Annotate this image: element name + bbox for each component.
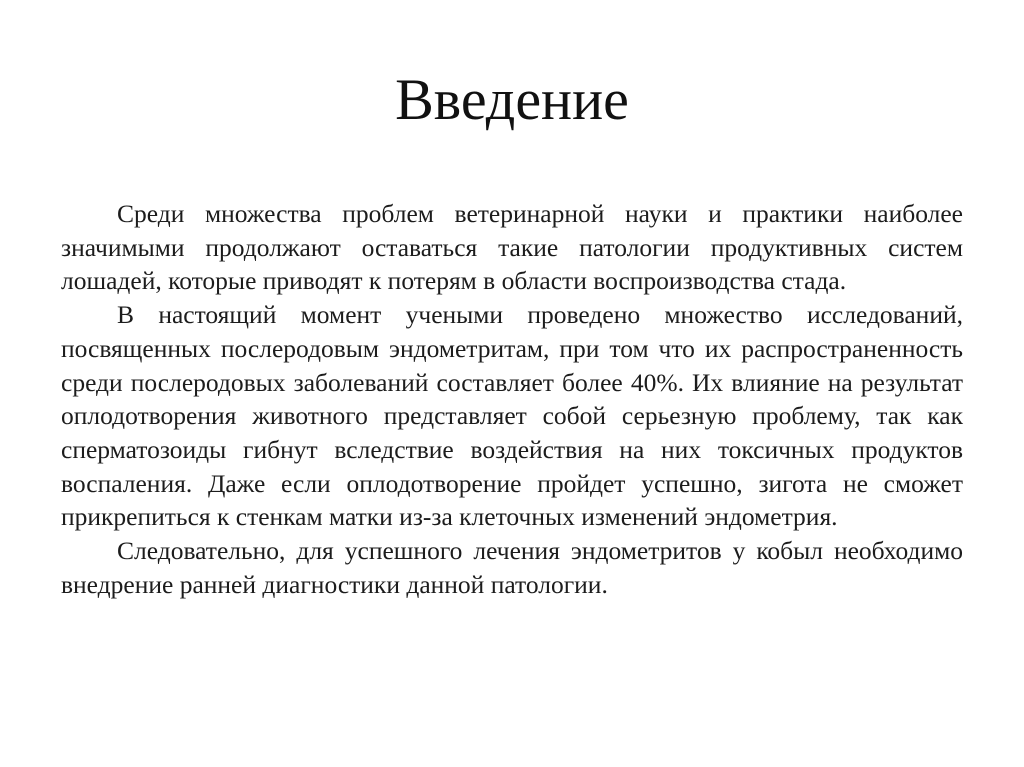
paragraph-research: В настоящий момент учеными проведено множество исследований, посвященных послеродовым эндометритам, при том что их распространенность среди послеродовых заболеваний составляет более 40%. Их влияние на результат оплодотворения животного представляет собой серьезную проблему, так как сперматозоиды гибнут вследствие воздействия на них токсичных продуктов воспаления. Даже если оплодотворение пройдет успешно, зигота не сможет прикрепиться к стенкам матки из-за клеточных изменений эндометрия. [61,300,963,532]
slide-title: Введение [395,67,629,132]
paragraph-intro: Среди множества проблем ветеринарной науки и практики наиболее значимыми продолжают оставаться такие патологии продуктивных систем лошадей, которые приводят к потерям в области воспроизводства стада. [61,199,963,296]
slide-body [61,197,963,601]
paragraph-conclusion: Следовательно, для успешного лечения эндометритов у кобыл необходимо внедрение ранней диагностики данной патологии. [61,536,963,599]
